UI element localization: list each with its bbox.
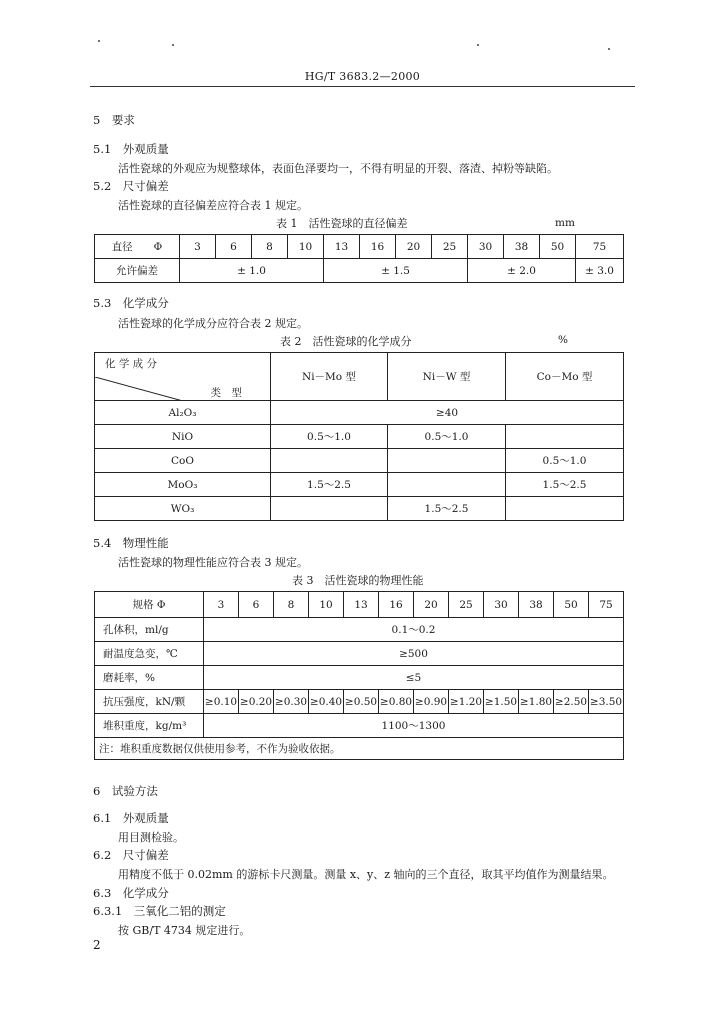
corner-type-label: 类 型 xyxy=(210,386,242,399)
spec-cell: 8 xyxy=(274,592,309,618)
section-5-3-heading: 5.3 化学成分 xyxy=(93,296,169,310)
table-2-caption: 表 2 活性瓷球的化学成分 xyxy=(280,335,412,348)
tolerance-cell: ± 1.5 xyxy=(324,259,468,283)
spec-cell: 13 xyxy=(344,592,379,618)
diameter-cell: 25 xyxy=(432,235,468,259)
component-value: ≥40 xyxy=(271,401,624,425)
table-3-caption: 表 3 活性瓷球的物理性能 xyxy=(292,574,424,587)
table-row xyxy=(95,690,624,714)
crush-cell: ≥0.40 xyxy=(309,690,344,714)
component-value xyxy=(388,473,506,497)
component-value: 1.5～2.5 xyxy=(388,497,506,521)
spec-cell: 3 xyxy=(204,592,239,618)
section-5-1-heading: 5.1 外观质量 xyxy=(93,142,169,156)
table-row xyxy=(95,714,624,738)
component-value xyxy=(388,449,506,473)
table-row xyxy=(95,401,624,425)
spec-cell: 20 xyxy=(414,592,449,618)
component-value xyxy=(506,425,624,449)
table-row xyxy=(95,497,624,521)
section-5-heading: 5 要求 xyxy=(93,113,135,127)
document-header: HG/T 3683.2—2000 xyxy=(304,70,421,83)
spec-cell: 50 xyxy=(554,592,589,618)
component-value: 0.5～1.0 xyxy=(271,425,388,449)
diameter-cell: 30 xyxy=(468,235,504,259)
tolerance-cell: ± 1.0 xyxy=(180,259,324,283)
table-3-row-label: 规格 Φ xyxy=(95,592,204,618)
component-name: NiO xyxy=(95,425,271,449)
table-2-unit: % xyxy=(558,334,568,346)
section-5-1-text: 活性瓷球的外观应为规整球体，表面色泽要均一，不得有明显的开裂、落渣、掉粉等缺陷。 xyxy=(118,162,558,175)
section-5-2-text: 活性瓷球的直径偏差应符合表 1 规定。 xyxy=(118,199,308,212)
table-row xyxy=(95,618,624,642)
table-3-row-label: 堆积重度，kg/m³ xyxy=(95,714,204,738)
crush-cell: ≥0.10 xyxy=(204,690,239,714)
table-row xyxy=(95,425,624,449)
table-row xyxy=(95,666,624,690)
spec-cell: 75 xyxy=(589,592,624,618)
table-1-unit: mm xyxy=(555,217,575,229)
diagonal-divider xyxy=(95,377,271,401)
diameter-cell: 3 xyxy=(180,235,216,259)
diameter-cell: 13 xyxy=(324,235,360,259)
section-6-3-heading: 6.3 化学成分 xyxy=(93,886,169,900)
property-value: 0.1～0.2 xyxy=(204,618,624,642)
table-3 xyxy=(94,591,624,760)
scan-speck xyxy=(477,44,479,46)
table-row xyxy=(95,642,624,666)
component-value: 1.5～2.5 xyxy=(506,473,624,497)
table-row xyxy=(95,473,624,497)
spec-cell: 16 xyxy=(379,592,414,618)
section-5-2-heading: 5.2 尺寸偏差 xyxy=(93,179,169,193)
diameter-cell: 50 xyxy=(540,235,576,259)
diameter-cell: 75 xyxy=(576,235,624,259)
section-6-1-text: 用目测检验。 xyxy=(118,831,184,844)
corner-composition-label: 化 学 成 分 xyxy=(105,357,158,370)
component-name: MoO₃ xyxy=(95,473,271,497)
component-name: Al₂O₃ xyxy=(95,401,271,425)
scan-speck xyxy=(172,44,174,46)
spec-cell: 38 xyxy=(519,592,554,618)
property-value: ≤5 xyxy=(204,666,624,690)
property-value: ≥500 xyxy=(204,642,624,666)
section-5-3-text: 活性瓷球的化学成分应符合表 2 规定。 xyxy=(118,317,308,330)
crush-cell: ≥2.50 xyxy=(554,690,589,714)
component-value xyxy=(506,497,624,521)
spec-cell: 6 xyxy=(239,592,274,618)
crush-cell: ≥3.50 xyxy=(589,690,624,714)
spec-cell: 25 xyxy=(449,592,484,618)
table-3-row-label: 耐温度急变，℃ xyxy=(95,642,204,666)
spec-cell: 30 xyxy=(484,592,519,618)
table-3-row-label: 孔体积，ml/g xyxy=(95,618,204,642)
section-6-1-heading: 6.1 外观质量 xyxy=(93,811,169,825)
table-1-row-label: 允许偏差 xyxy=(95,259,180,283)
spec-cell: 10 xyxy=(309,592,344,618)
crush-cell: ≥0.80 xyxy=(379,690,414,714)
diameter-cell: 6 xyxy=(216,235,252,259)
crush-cell: ≥1.80 xyxy=(519,690,554,714)
diameter-cell: 20 xyxy=(396,235,432,259)
diameter-cell: 10 xyxy=(288,235,324,259)
table-2 xyxy=(94,352,624,521)
table-3-row-label: 抗压强度，kN/颗 xyxy=(95,690,204,714)
diameter-cell: 38 xyxy=(504,235,540,259)
table-1-row-label: 直径 Φ xyxy=(95,235,180,259)
table-2-header-row xyxy=(95,353,624,401)
section-6-3-1-text: 按 GB/T 4734 规定进行。 xyxy=(118,924,251,937)
column-header: Ni－Mo 型 xyxy=(271,353,388,401)
column-header: Ni－W 型 xyxy=(388,353,506,401)
table-row xyxy=(95,449,624,473)
component-value xyxy=(271,449,388,473)
header-rule xyxy=(90,86,635,87)
component-name: CoO xyxy=(95,449,271,473)
diameter-cell: 8 xyxy=(252,235,288,259)
tolerance-cell: ± 2.0 xyxy=(468,259,576,283)
section-5-4-heading: 5.4 物理性能 xyxy=(93,536,169,550)
diameter-cell: 16 xyxy=(360,235,396,259)
table-3-row-label: 磨耗率，% xyxy=(95,666,204,690)
table-note-row xyxy=(95,738,624,760)
crush-cell: ≥0.90 xyxy=(414,690,449,714)
section-6-2-heading: 6.2 尺寸偏差 xyxy=(93,848,169,862)
table-3-spec-row xyxy=(95,592,624,618)
component-value: 0.5～1.0 xyxy=(506,449,624,473)
table-1-caption: 表 1 活性瓷球的直径偏差 xyxy=(276,217,408,230)
table-3-note: 注：堆积重度数据仅供使用参考，不作为验收依据。 xyxy=(95,738,624,760)
component-name: WO₃ xyxy=(95,497,271,521)
crush-cell: ≥0.20 xyxy=(239,690,274,714)
component-value: 0.5～1.0 xyxy=(388,425,506,449)
property-value: 1100～1300 xyxy=(204,714,624,738)
table-1 xyxy=(94,234,624,283)
section-6-2-text: 用精度不低于 0.02mm 的游标卡尺测量。测量 x、y、z 轴向的三个直径，取其平均值作为测量结果。 xyxy=(118,868,614,881)
component-value xyxy=(271,497,388,521)
crush-cell: ≥1.50 xyxy=(484,690,519,714)
crush-cell: ≥0.50 xyxy=(344,690,379,714)
table-1-tolerance-row xyxy=(95,259,624,283)
table-1-diameter-row xyxy=(95,235,624,259)
section-6-3-1-heading: 6.3.1 三氧化二铝的测定 xyxy=(93,904,226,918)
scan-speck xyxy=(98,40,100,42)
component-value: 1.5～2.5 xyxy=(271,473,388,497)
section-6-heading: 6 试验方法 xyxy=(93,784,158,798)
column-header: Co－Mo 型 xyxy=(506,353,624,401)
crush-cell: ≥1.20 xyxy=(449,690,484,714)
scan-speck xyxy=(608,48,610,50)
page-number: 2 xyxy=(93,938,101,952)
table-2-corner-cell xyxy=(95,353,271,401)
section-5-4-text: 活性瓷球的物理性能应符合表 3 规定。 xyxy=(118,556,308,569)
tolerance-cell: ± 3.0 xyxy=(576,259,624,283)
crush-cell: ≥0.30 xyxy=(274,690,309,714)
